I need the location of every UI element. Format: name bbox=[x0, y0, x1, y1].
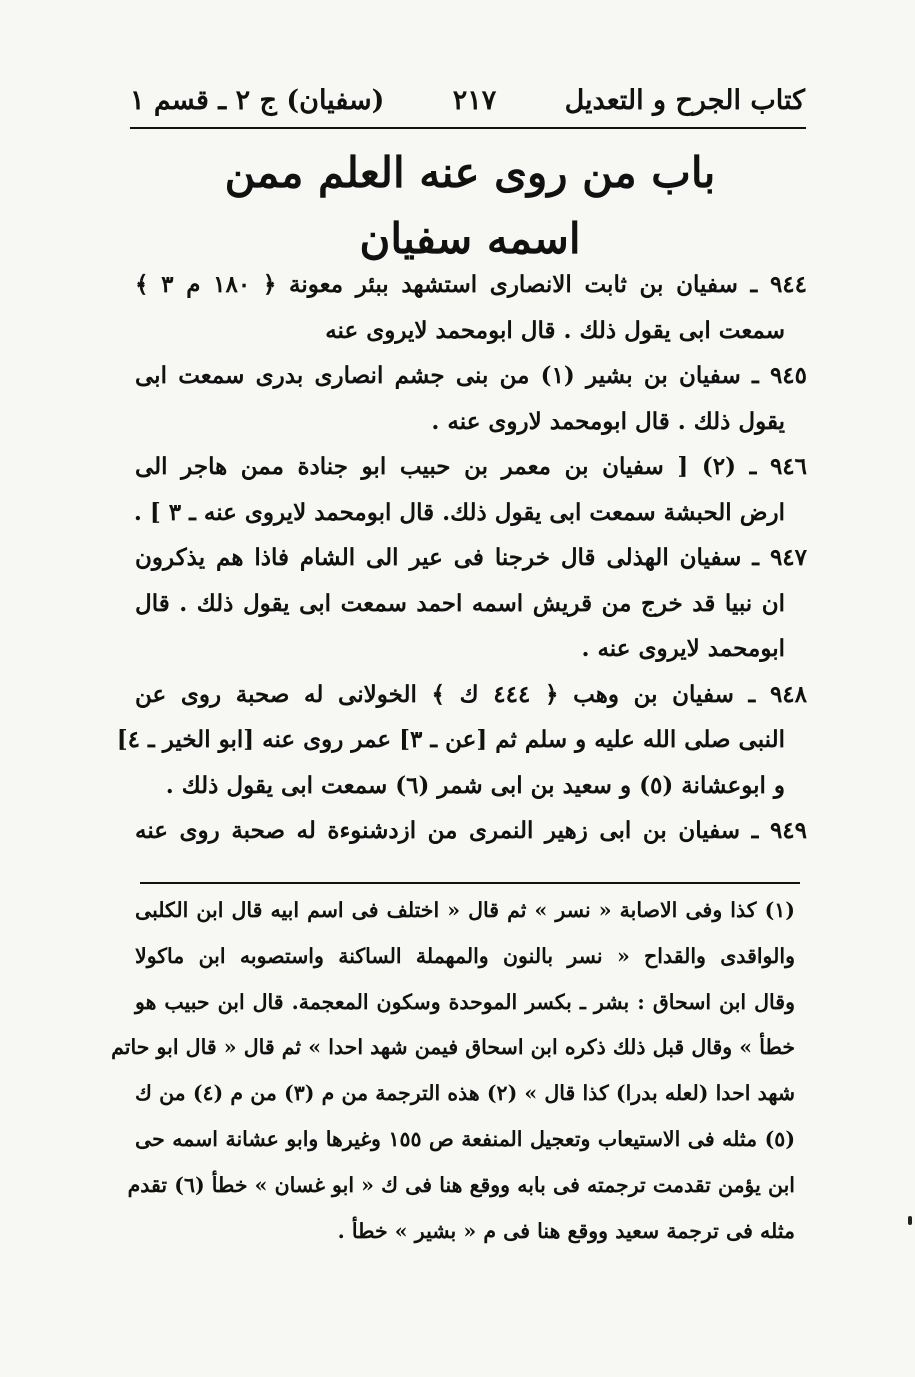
running-header bbox=[130, 78, 805, 122]
footnote-line: مثله فى ترجمة سعيد ووقع هنا فى م « بشير » خطأ . bbox=[337, 1218, 795, 1243]
scan-edge-mark bbox=[908, 1216, 912, 1225]
footnote-line: (١) كذا وفى الاصابة « نسر » ثم قال « اختلف فى اسم ابيه قال ابن الكلبى bbox=[135, 898, 795, 922]
book-title: كتاب الجرح و التعديل bbox=[564, 84, 805, 116]
entry-944 bbox=[135, 262, 807, 353]
entry-line: ٩٤٩ ـ سفيان بن ابى زهير النمرى من ازدشنوءة له صحبة روى عنه bbox=[135, 817, 807, 844]
entry-line: سمعت ابى يقول ذلك . قال ابومحمد لايروى عنه bbox=[325, 316, 785, 344]
header-rule bbox=[130, 127, 806, 129]
entry-line: ٩٤٤ ـ سفيان بن ثابت الانصارى استشهد ببئر معونة ﴿ ١٨٠ م ٣ ﴾ bbox=[135, 271, 807, 298]
entry-line: ٩٤٦ ـ (٢) [ سفيان بن معمر بن حبيب ابو جنادة ممن هاجر الى bbox=[135, 453, 807, 480]
page-number: ٢١٧ bbox=[452, 84, 497, 116]
entry-line: ان نبيا قد خرج من قريش اسمه احمد سمعت ابى يقول ذلك . قال bbox=[135, 589, 785, 617]
entry-line: ٩٤٨ ـ سفيان بن وهب ﴿ ٤٤٤ ك ﴾ الخولانى له صحبة روى عن bbox=[135, 680, 807, 708]
footnote-line: خطأ » وقال قبل ذلك ذكره ابن اسحاق فيمن شهد احدا » ثم قال « قال ابو حاتم bbox=[111, 1035, 795, 1060]
footnote-line: ابن يؤمن تقدمت ترجمته فى بابه ووقع هنا فى ك « ابو غسان » خطأ (٦) تقدم bbox=[127, 1172, 795, 1197]
footnote-rule bbox=[140, 882, 800, 884]
footnotes bbox=[111, 888, 796, 1254]
entry-945 bbox=[135, 353, 807, 444]
entry-line: ابومحمد لايروى عنه . bbox=[581, 635, 785, 662]
entries-list bbox=[116, 262, 807, 854]
entry-line: يقول ذلك . قال ابومحمد لاروى عنه . bbox=[431, 407, 785, 435]
entry-948 bbox=[116, 672, 807, 809]
entry-949 bbox=[135, 808, 807, 854]
entry-947 bbox=[135, 535, 807, 672]
section-label: (سفيان) ج ٢ ـ قسم ١ bbox=[130, 84, 385, 116]
entry-line: و ابوعشانة (٥) و سعيد بن ابى شمر (٦) سمعت ابى يقول ذلك . bbox=[165, 771, 785, 799]
footnote-line: شهد احدا (لعله بدرا) كذا قال » (٢) هذه الترجمة من م (٣) من م (٤) من ك bbox=[135, 1081, 795, 1106]
chapter-title-line-2: اسمه سفيان bbox=[359, 214, 581, 263]
chapter-title-line-1: باب من روى عنه العلم ممن bbox=[224, 148, 716, 197]
entry-line: ٩٤٥ ـ سفيان بن بشير (١) من بنى جشم انصارى بدرى سمعت ابى bbox=[135, 362, 807, 389]
entry-line: ٩٤٧ ـ سفيان الهذلى قال خرجنا فى عير الى الشام فاذا هم يذكرون bbox=[135, 544, 807, 571]
footnote-line: وقال ابن اسحاق : بشر ـ بكسر الموحدة وسكون المعجمة. قال ابن حبيب هو bbox=[135, 989, 795, 1014]
footnote-line: والواقدى والقداح « نسر بالنون والمهملة الساكنة واستصوبه ابن ماكولا bbox=[135, 943, 795, 968]
entry-946 bbox=[135, 444, 807, 535]
entry-line: ارض الحبشة سمعت ابى يقول ذلك. قال ابومحمد لايروى عنه ـ ٣ ] . bbox=[133, 498, 785, 526]
chapter-title bbox=[150, 140, 790, 272]
footnote-line: (٥) مثله فى الاستيعاب وتعجيل المنفعة ص ١٥٥ وغيرها وابو عشانة اسمه حى bbox=[135, 1126, 796, 1151]
entry-line: النبى صلى الله عليه و سلم ثم [عن ـ ٣] عمر روى عنه [ابو الخير ـ ٤] bbox=[116, 726, 785, 753]
